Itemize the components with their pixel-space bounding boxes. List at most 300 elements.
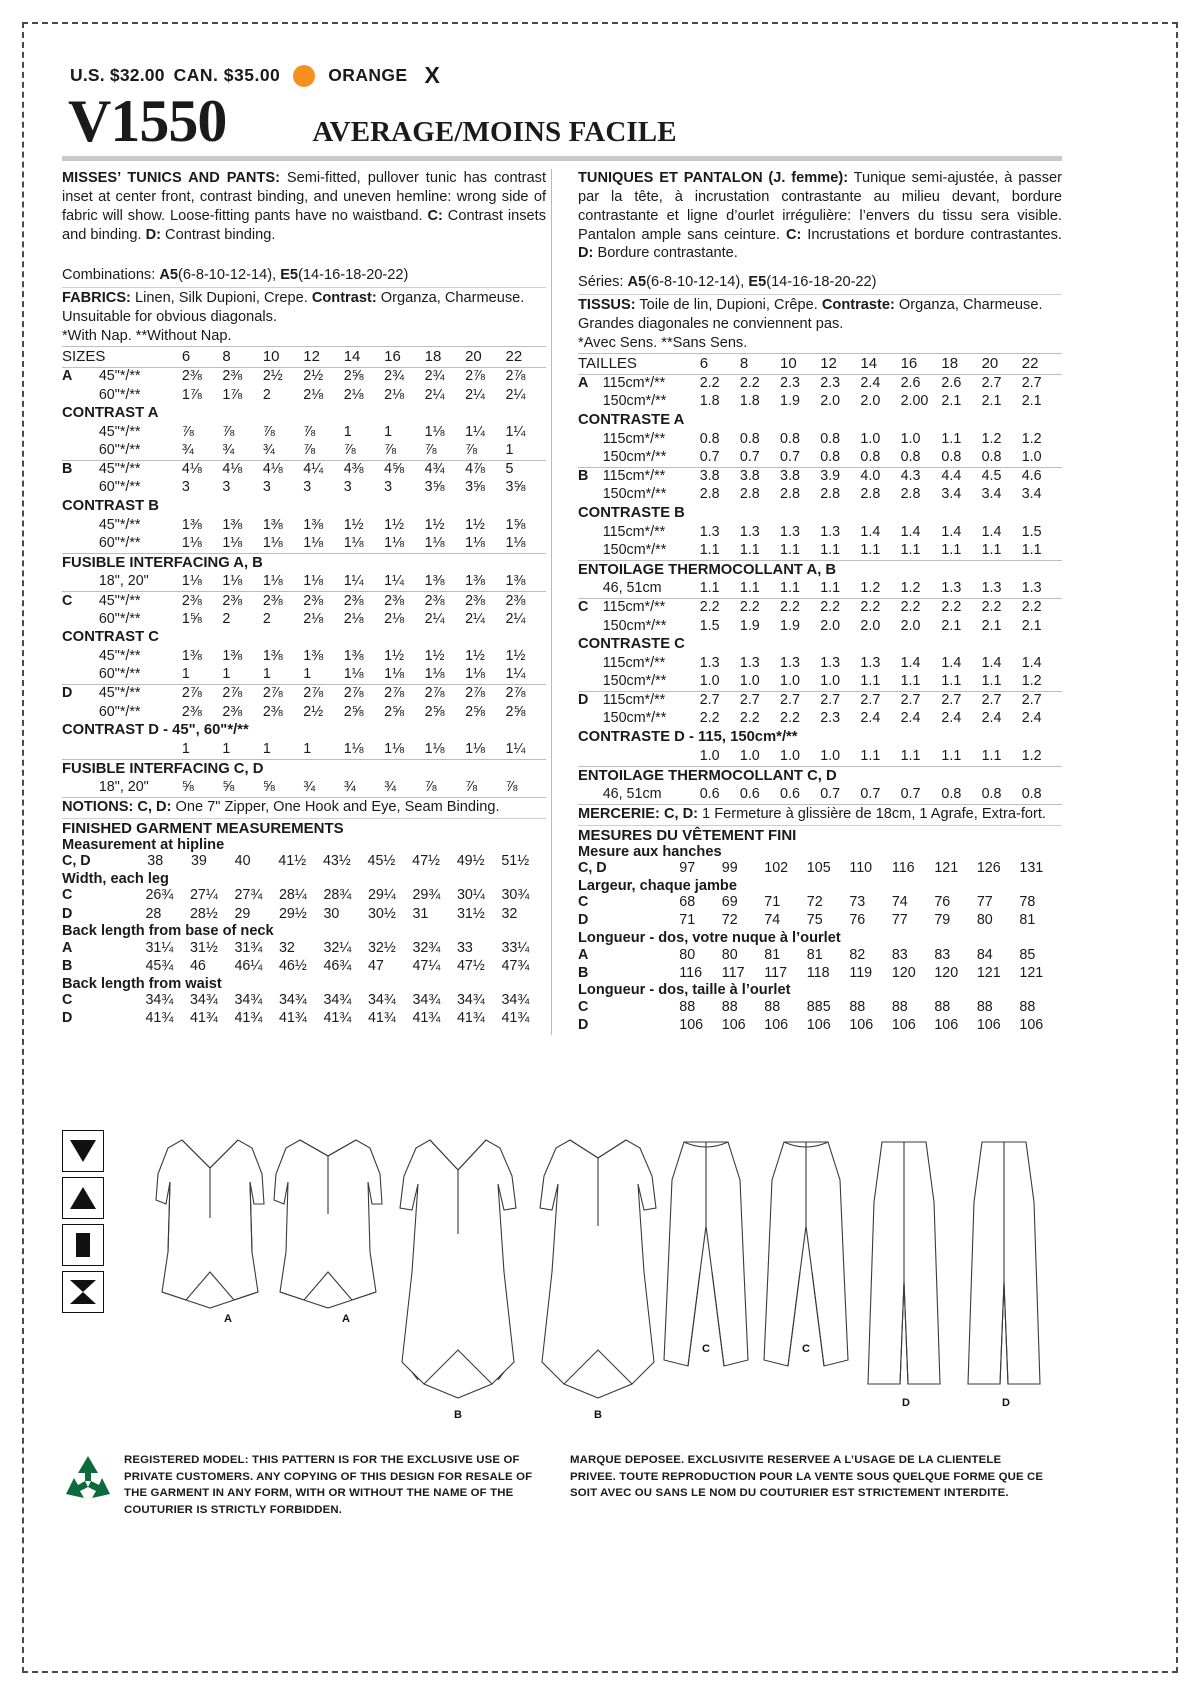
yardage-cell: 2.7 [900,692,921,709]
bilingual-columns [62,169,1062,1034]
column-divider [551,169,552,1034]
view-label: C [578,599,589,616]
legal-footer [62,1452,1062,1518]
fgm-cell: 38 [147,853,164,870]
contrast-body: Organza, Charmeuse. [376,289,525,306]
yardage-cell: 0.6 [739,786,760,803]
yardage-cell: ⅝ [222,779,235,796]
yardage-cell: 0.8 [699,430,720,447]
yardage-cell: 1 [181,666,190,683]
yardage-cell: 2.3 [820,375,841,392]
yardage-cell: 1⅛ [465,666,485,683]
table-row [578,692,1062,710]
fgm-cell: 71 [679,912,696,929]
french-yardage-table [578,353,1062,805]
fgm-row [578,912,1062,930]
yardage-cell: 2.4 [860,710,881,727]
table-row [62,479,546,497]
fgm-cell: 40 [234,853,251,870]
fgm-cell: 34¾ [412,992,441,1009]
fgm-cell: 68 [679,894,696,911]
fgm-cell: 117 [721,964,745,981]
yardage-cell: 1.0 [820,747,841,764]
view-label [62,442,99,460]
section-label: CONTRASTE C [578,636,685,653]
yardage-cell: 1 [181,741,190,758]
yardage-cell: 0.7 [820,786,841,803]
yardage-cell: 1.1 [981,673,1002,690]
yardage-cell: 1.0 [739,673,760,690]
yardage-cell: 1⅛ [222,573,243,590]
view-label [62,779,99,797]
yardage-cell: 1.0 [900,430,921,447]
combo-a5-sizes: (6-8-10-12-14), [178,267,281,284]
fabric-width: 18", 20" [98,779,149,796]
fgm-cell: 31½ [456,905,485,922]
fgm-cell: 32½ [367,939,396,956]
view-label: A [62,368,73,385]
fabric-width: 60"*/** [98,386,141,403]
yardage-cell: 1⅛ [384,535,405,552]
yardage-cell: 4⅞ [465,461,485,478]
title-row [62,88,1062,154]
yardage-cell: 3 [343,479,352,496]
fabric-width [603,747,700,765]
fgm-cell: 88 [679,998,696,1015]
fabric-width: 150cm*/** [602,393,667,410]
table-row [578,375,1062,393]
yardage-cell: ¾ [222,442,235,459]
yardage-cell: 1⅛ [222,535,243,552]
view-label [62,479,99,497]
view-label [578,541,603,559]
table-row [62,516,546,534]
fabric-width: 150cm*/** [602,541,667,558]
yardage-cell: 0.8 [820,430,841,447]
header-divider [62,156,1062,161]
yardage-cell: 1.2 [860,580,881,597]
fgm-cell: 47½ [412,853,440,870]
english-nap-note: *With Nap. **Without Nap. [62,328,232,345]
table-row [578,448,1062,466]
yardage-cell: 1⅛ [424,535,445,552]
fgm-cell: 88 [934,998,951,1015]
french-legal-text: MARQUE DEPOSEE. EXCLUSIVITE RESERVEE A L’USAGE DE LA CLIENTELE PRIVEE. TOUTE REPRODUCTION POUR LA VENTE SOUS QUELQUE FORME QUE CE SOIT AVEC OU SANS LE NOM DU COUTURIER EST STRICTEMENT INTERDITE. [570,1454,1044,1500]
yardage-cell: 2⅛ [384,386,405,403]
french-nap-note: *Avec Sens. **Sans Sens. [578,335,748,351]
yardage-cell: 1⅝ [505,516,526,533]
figure-label-d1: D [902,1397,910,1409]
yardage-cell: 2½ [262,368,283,385]
yardage-cell: 1 [222,666,231,683]
yardage-cell: 2⅜ [303,592,324,609]
fgm-cell: 28¾ [323,887,352,904]
fgm-cell: 116 [679,964,703,981]
yardage-cell: 1⅛ [465,535,485,552]
size-col-header: 12 [303,347,320,365]
yardage-cell: 2⅜ [343,592,364,609]
yardage-cell: 1.5 [1021,523,1042,540]
yardage-cell: 2⅛ [343,386,364,403]
fabric-width: 18", 20" [98,573,149,590]
yardage-cell: 2.3 [820,710,841,727]
yardage-cell: 2.2 [739,710,760,727]
fgm-cell: 34¾ [456,992,485,1009]
yardage-cell: ⅞ [303,424,316,440]
tunic-a-back [274,1140,382,1308]
yardage-cell: 2⅞ [262,685,283,702]
yardage-cell: 1.1 [699,580,720,597]
yardage-cell: 1.4 [981,523,1002,540]
fabric-width: 60"*/** [98,479,141,496]
fgm-cell: 41¾ [234,1010,263,1027]
yardage-cell: 2⅝ [505,703,526,720]
yardage-cell: 1⅛ [303,535,324,552]
yardage-cell: 0.8 [1021,786,1042,803]
yardage-cell: 4.5 [981,468,1002,485]
view-label: B [62,461,73,478]
yardage-cell: 1⅞ [181,386,202,403]
yardage-cell: 1⅛ [303,573,324,590]
view-label [578,448,603,466]
view-label: A [578,375,589,392]
fgm-cell: 120 [934,964,959,981]
fgm-subheading: Mesure aux hanches [578,843,722,860]
yardage-cell: 0.8 [780,430,800,447]
yardage-cell: 1.1 [780,541,800,558]
french-description-title: TUNIQUES ET PANTALON (J. femme): [578,170,849,187]
yardage-cell: 2.7 [1021,375,1042,392]
fgm-cell: 97 [679,860,696,877]
yardage-cell: 3.8 [699,468,720,485]
fgm-cell: 41¾ [412,1010,441,1027]
size-col-header: 6 [181,347,191,365]
yardage-cell: 1½ [465,648,485,665]
fgm-cell: 80 [976,912,993,929]
tunic-a-front [156,1140,264,1308]
yardage-cell: 2.4 [941,710,962,727]
yardage-cell: 1⅛ [465,741,485,758]
yardage-cell: 2¼ [505,386,526,403]
fgm-cell: 45½ [367,853,396,870]
fgm-cell: 116 [891,860,915,877]
yardage-cell: 5 [505,461,514,478]
fgm-cell: 28¼ [278,887,307,904]
fgm-cell: 72 [721,912,738,929]
sizes-label: TAILLES [578,354,637,372]
yardage-cell: 2.7 [780,692,800,709]
yardage-cell: 2.4 [1021,710,1042,727]
fabric-width: 46, 51cm [602,580,662,597]
view-label [578,393,603,411]
yardage-cell: 2.1 [981,617,1002,634]
fgm-row [578,1017,1062,1035]
yardage-cell: 1 [343,424,352,440]
fgm-cell: 80 [721,946,738,963]
fgm-cell: 46¾ [323,957,352,974]
yardage-cell: 4⅛ [181,461,202,478]
yardage-cell: 2.2 [780,710,800,727]
yardage-cell: 1⅛ [424,424,445,440]
view-label [62,648,99,666]
fgm-view-label: C, D [62,853,91,870]
yardage-cell: 1⅛ [424,666,445,683]
rule [62,287,546,288]
yardage-cell: 1.2 [1021,747,1042,764]
yardage-cell: 2.2 [941,599,962,616]
section-label: CONTRASTE D - 115, 150cm*/** [578,729,798,746]
fgm-cell: 31 [412,905,429,922]
combo-e5: E5 [280,267,299,284]
yardage-cell: 1¼ [505,741,526,758]
fgm-view-label: C, D [578,860,607,877]
yardage-cell: 2.2 [739,375,760,392]
yardage-cell: ¾ [262,442,275,459]
yardage-cell: 1.0 [780,747,800,764]
combo-a5: A5 [159,267,178,284]
yardage-cell: 1.4 [1021,654,1042,671]
english-view-d-body: Contrast binding. [161,226,276,243]
view-label: C [62,592,73,609]
yardage-cell: 2.2 [739,599,760,616]
french-view-d-body: Bordure contrastante. [593,245,738,262]
yardage-cell: ⅞ [384,442,397,459]
yardage-cell: 2.2 [1021,599,1042,616]
mercerie-body: 1 Fermeture à glissière de 18cm, 1 Agrafe, Extra-fort. [698,805,1046,822]
yardage-cell: 1.4 [941,654,962,671]
fgm-table [578,894,1062,930]
yardage-cell: 4.3 [900,468,921,485]
yardage-cell: 0.8 [941,786,962,803]
fabric-width: 45"*/** [98,648,141,665]
french-yardage-body [578,353,1062,805]
yardage-cell: 1.0 [820,673,841,690]
table-row [62,648,546,666]
yardage-cell: 2.6 [900,375,921,392]
size-col-header: 8 [739,354,749,372]
yardage-cell: 3⅝ [424,479,445,496]
fgm-cell: 28½ [189,905,218,922]
contraste-body: Organza, Charmeuse. [894,296,1043,313]
figure-label-b1: B [454,1409,462,1421]
fgm-table [62,939,546,975]
fgm-cell: 81 [1019,912,1036,929]
fgm-view-label: B [62,957,73,974]
fgm-cell: 34¾ [501,992,530,1009]
fgm-cell: 75 [806,912,823,929]
yardage-cell: ⅝ [262,779,275,796]
english-fabrics [62,289,546,308]
color-name: ORANGE [328,65,408,85]
yardage-cell: 2⅝ [384,703,405,720]
fgm-table [62,853,546,871]
table-row [62,610,546,628]
fgm-cell: 119 [849,964,873,981]
size-col-header: 16 [384,347,401,365]
fgm-cell: 80 [679,946,696,963]
notions-body: One 7" Zipper, One Hook and Eye, Seam Binding. [171,799,500,816]
yardage-cell: 2⅝ [343,703,364,720]
yardage-cell: 4⅛ [222,461,243,478]
yardage-cell: 2⅜ [222,592,243,609]
notions-views: C, D: [133,799,172,816]
figure-label-c2: C [802,1343,810,1355]
yardage-cell: ⅞ [343,442,356,459]
yardage-cell: 2⅜ [222,368,243,385]
fgm-cell: 47 [367,957,384,974]
yardage-cell: 1.1 [780,580,800,597]
fabric-width: 45"*/** [98,368,141,385]
yardage-cell: 2.7 [941,692,962,709]
can-price: CAN. $35.00 [173,65,281,85]
fgm-cell: 30 [323,905,340,922]
fabric-width: 150cm*/** [602,617,667,634]
size-col-header: 14 [860,354,878,372]
yardage-cell: 4¼ [303,461,324,478]
yardage-cell: 0.6 [780,786,800,803]
view-label [62,535,99,553]
yardage-cell: ⅞ [222,424,235,440]
yardage-cell: ⅞ [505,779,518,796]
fgm-cell: 32 [501,905,518,922]
yardage-cell: 2¼ [465,386,485,403]
yardage-cell: 2⅞ [384,685,405,702]
fgm-cell: 81 [764,946,781,963]
french-fgm-title: MESURES DU VÊTEMENT FINI [578,826,797,844]
table-section-header [578,728,1062,747]
fgm-row [62,905,546,923]
fgm-cell: 41¾ [145,1010,174,1027]
notions-label: NOTIONS: [62,799,134,816]
fgm-cell: 46¼ [234,957,263,974]
fgm-cell: 76 [849,912,866,929]
yardage-cell: 2⅝ [465,703,485,720]
fgm-table [62,992,546,1028]
fgm-row [62,957,546,975]
contraste-label: Contraste: [821,296,895,313]
yardage-cell: 2.7 [820,692,841,709]
yardage-cell: 4⅜ [343,461,364,478]
yardage-cell: 1 [384,424,393,440]
pants-c-2 [764,1142,848,1366]
fgm-view-label: D [578,1017,589,1034]
yardage-cell: 4.4 [941,468,962,485]
yardage-cell: 1.1 [820,541,841,558]
yardage-cell: 2.1 [981,393,1002,410]
yardage-cell: 1⅛ [262,573,283,590]
fgm-view-label: A [62,939,73,956]
yardage-cell: 1⅝ [181,610,202,627]
yardage-cell: 2.0 [820,617,841,634]
yardage-cell: 1⅜ [505,573,526,590]
yardage-cell: ⅞ [424,442,437,459]
fgm-row [578,860,1062,878]
fgm-cell: 32¼ [323,939,352,956]
fgm-row [62,992,546,1010]
fgm-cell: 43½ [322,853,351,870]
yardage-cell: ¾ [181,442,194,459]
yardage-cell: 2.1 [941,617,962,634]
fabric-width: 150cm*/** [602,673,667,690]
fabric-width: 60"*/** [98,703,141,720]
table-row [62,442,546,460]
fgm-view-label: C [62,887,73,904]
fgm-cell: 33 [456,939,473,956]
garment-line-drawings [114,1122,1064,1442]
yardage-cell: 2 [222,610,231,627]
yardage-cell: 1.8 [699,393,720,410]
fgm-table [578,946,1062,982]
size-header-row [578,354,1062,374]
fgm-cell: 118 [806,964,830,981]
yardage-cell: ⅞ [262,424,275,440]
yardage-cell: 2.7 [981,692,1002,709]
english-legal-text: REGISTERED MODEL: THIS PATTERN IS FOR THE EXCLUSIVE USE OF PRIVATE CUSTOMERS. ANY COPYING OF THIS DESIGN FOR RESALE OF THE GARMENT IN ANY FORM, WITH OR WITHOUT THE NAME OF THE COUTURIER IS STRICTLY FORBIDDEN. [124,1454,533,1516]
yardage-cell: 1⅛ [343,741,364,758]
fgm-subheading: Longueur - dos, taille à l’ourlet [578,982,791,999]
figure-label-a2: A [342,1313,350,1325]
yardage-cell: 0.8 [900,448,921,465]
yardage-cell: 1¼ [343,573,364,590]
fgm-cell: 131 [1019,860,1044,877]
yardage-cell: 2⅜ [465,592,485,609]
fgm-cell: 84 [976,946,993,963]
fabric-width: 45"*/** [98,516,141,533]
yardage-cell: 2⅛ [384,610,405,627]
yardage-cell: 1.3 [860,654,881,671]
yardage-cell: 1.4 [941,523,962,540]
fgm-cell: 51½ [501,853,530,870]
fgm-cell: 47½ [456,957,485,974]
yardage-cell: 2⅜ [181,592,202,609]
fabric-symbol-key [62,1130,106,1318]
table-section-header [578,767,1062,786]
yardage-cell: 1⅜ [222,648,243,665]
yardage-cell: 1.3 [941,580,962,597]
symbol-solid-bar-icon [62,1224,104,1266]
yardage-cell: 1.0 [699,673,720,690]
fgm-subheading: Width, each leg [62,870,169,887]
fgm-cell: 77 [891,912,908,929]
french-description [578,169,1062,263]
yardage-cell: 3.4 [941,486,962,503]
yardage-cell: 2 [262,610,271,627]
fgm-cell: 32¾ [412,939,441,956]
yardage-cell: 1⅛ [384,666,405,683]
english-description [62,169,546,244]
section-label: CONTRAST A [62,405,159,422]
yardage-cell: 2.4 [900,710,921,727]
yardage-cell: 0.7 [780,448,800,465]
price-row [70,62,1062,89]
fgm-cell: 46½ [278,957,307,974]
fgm-cell: 30¾ [501,887,530,904]
yardage-cell: 1⅛ [262,535,283,552]
table-row [578,654,1062,672]
yardage-cell: 2⅞ [424,685,445,702]
yardage-cell: 1.1 [860,541,881,558]
fgm-cell: 41¾ [278,1010,307,1027]
fgm-cell: 34¾ [367,992,396,1009]
english-yardage-body [62,346,546,798]
fgm-cell: 45¾ [145,957,174,974]
yardage-cell: 2⅜ [181,703,202,720]
yardage-cell: 1⅛ [505,535,526,552]
yardage-cell: 1.1 [739,580,760,597]
yardage-cell: 0.7 [699,448,720,465]
table-row [62,779,546,797]
figure-label-c1: C [702,1343,710,1355]
